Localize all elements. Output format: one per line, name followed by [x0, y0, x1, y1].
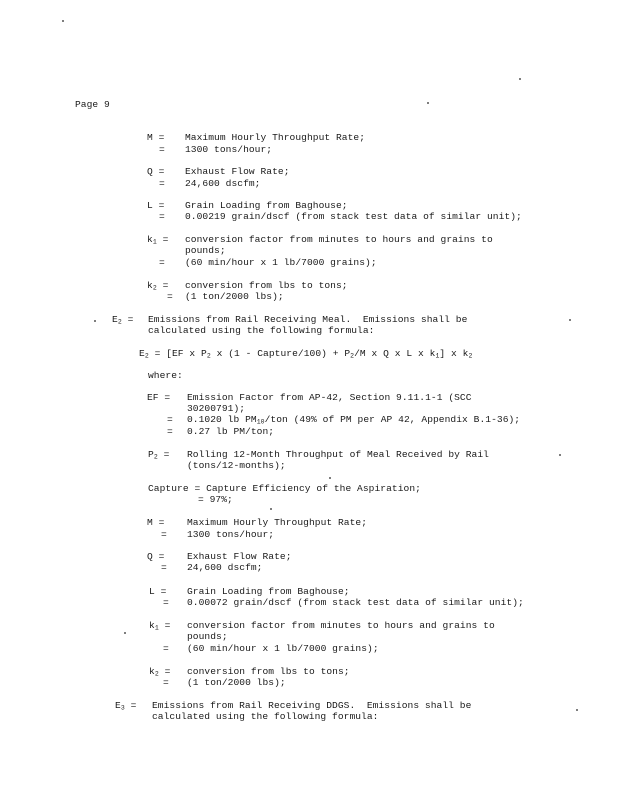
- e2-ef-value2: 0.27 lb PM/ton;: [187, 426, 275, 437]
- page-number: Page 9: [75, 99, 110, 110]
- var-k2-symbol: $k_2$ =: [147, 280, 169, 292]
- e2-capture-value: = 97%;: [198, 494, 233, 505]
- scan-speck: [559, 454, 561, 456]
- e2-heading-line1: Emissions from Rail Receiving Meal. Emissions shall be: [148, 314, 468, 325]
- e2-k2-eq: =: [163, 677, 169, 688]
- e2-k2-desc: conversion from lbs to tons;: [187, 666, 350, 677]
- var-k1-symbol: $k_1$ =: [147, 234, 169, 246]
- e2-p2-symbol: $P_2$ =: [148, 449, 170, 461]
- scan-speck: [62, 20, 64, 22]
- e2-p2-desc: Rolling 12-Month Throughput of Meal Received by Rail: [187, 449, 489, 460]
- e2-q-symbol: Q =: [147, 551, 165, 562]
- e2-p2-desc-cont: (tons/12-months);: [187, 460, 286, 471]
- var-k2-value: (1 ton/2000 lbs);: [185, 291, 284, 302]
- e3-heading-line1: Emissions from Rail Receiving DDGS. Emissions shall be: [152, 700, 472, 711]
- e2-l-symbol: L =: [149, 586, 167, 597]
- e2-m-value: 1300 tons/hour;: [187, 529, 275, 540]
- e2-m-eq: =: [161, 529, 167, 540]
- e2-ef-desc: Emission Factor from AP-42, Section 9.11.1-1 (SCC: [187, 392, 472, 403]
- e2-q-eq: =: [161, 562, 167, 573]
- scan-speck: [270, 508, 272, 510]
- e2-l-value: 0.00072 grain/dscf (from stack test data of similar unit);: [187, 597, 524, 608]
- e2-l-desc: Grain Loading from Baghouse;: [187, 586, 350, 597]
- var-k2-eq: =: [167, 291, 173, 302]
- e2-ef-symbol: EF =: [147, 392, 171, 403]
- e2-k1-eq: =: [163, 643, 169, 654]
- var-m-symbol: M =: [147, 132, 165, 143]
- e2-k2-symbol: $k_2$ =: [149, 666, 171, 678]
- e2-ef-eq2: =: [167, 426, 173, 437]
- e2-q-value: 24,600 dscfm;: [187, 562, 263, 573]
- scan-speck: [519, 78, 521, 80]
- scan-speck: [427, 102, 429, 104]
- e2-q-desc: Exhaust Flow Rate;: [187, 551, 292, 562]
- e2-ef-eq1: =: [167, 414, 173, 425]
- e2-l-eq: =: [163, 597, 169, 608]
- e2-m-desc: Maximum Hourly Throughput Rate;: [187, 517, 368, 528]
- var-k1-eq: =: [159, 257, 165, 268]
- e3-label: $E_3$ =: [115, 700, 137, 712]
- e2-k1-desc-cont: pounds;: [187, 631, 228, 642]
- var-l-eq: =: [159, 211, 165, 222]
- e2-k1-desc: conversion factor from minutes to hours and grains to: [187, 620, 495, 631]
- var-q-value: 24,600 dscfm;: [185, 178, 261, 189]
- var-q-desc: Exhaust Flow Rate;: [185, 166, 290, 177]
- e2-label: $E_2$ =: [112, 314, 134, 326]
- scan-speck: [94, 320, 96, 322]
- var-l-symbol: L =: [147, 200, 165, 211]
- scan-speck: [124, 632, 126, 634]
- e2-heading-line2: calculated using the following formula:: [148, 325, 375, 336]
- var-k1-value: (60 min/hour x 1 lb/7000 grains);: [185, 257, 377, 268]
- e2-k1-symbol: $k_1$ =: [149, 620, 171, 632]
- e2-capture-desc: Capture = Capture Efficiency of the Aspiration;: [148, 483, 421, 494]
- var-k1-desc: conversion factor from minutes to hours and grains to: [185, 234, 493, 245]
- e2-k2-value: (1 ton/2000 lbs);: [187, 677, 286, 688]
- scan-speck: [329, 477, 331, 479]
- e2-where: where:: [148, 370, 183, 381]
- var-m-desc: Maximum Hourly Throughput Rate;: [185, 132, 366, 143]
- e2-ef-value1: 0.1020 lb $PM_{10}$/ton (49% of PM per AP 42, Appendix B.1-36);: [187, 414, 521, 426]
- var-k1-desc-cont: pounds;: [185, 245, 226, 256]
- scan-speck: [569, 319, 571, 321]
- e2-formula: $E_2 = [EF$ x $P_2$ x (1 - Capture/100) + $P_2/M$ x Q x L x $k_1$] x $k_2$: [139, 348, 473, 360]
- e2-ef-desc-cont: 30200791);: [187, 403, 246, 414]
- var-q-symbol: Q =: [147, 166, 165, 177]
- var-m-value: 1300 tons/hour;: [185, 144, 273, 155]
- var-q-eq: =: [159, 178, 165, 189]
- var-l-desc: Grain Loading from Baghouse;: [185, 200, 348, 211]
- scan-speck: [576, 709, 578, 711]
- var-l-value: 0.00219 grain/dscf (from stack test data of similar unit);: [185, 211, 522, 222]
- var-m-eq: =: [159, 144, 165, 155]
- e3-heading-line2: calculated using the following formula:: [152, 711, 379, 722]
- var-k2-desc: conversion from lbs to tons;: [185, 280, 348, 291]
- e2-m-symbol: M =: [147, 517, 165, 528]
- e2-k1-value: (60 min/hour x 1 lb/7000 grains);: [187, 643, 379, 654]
